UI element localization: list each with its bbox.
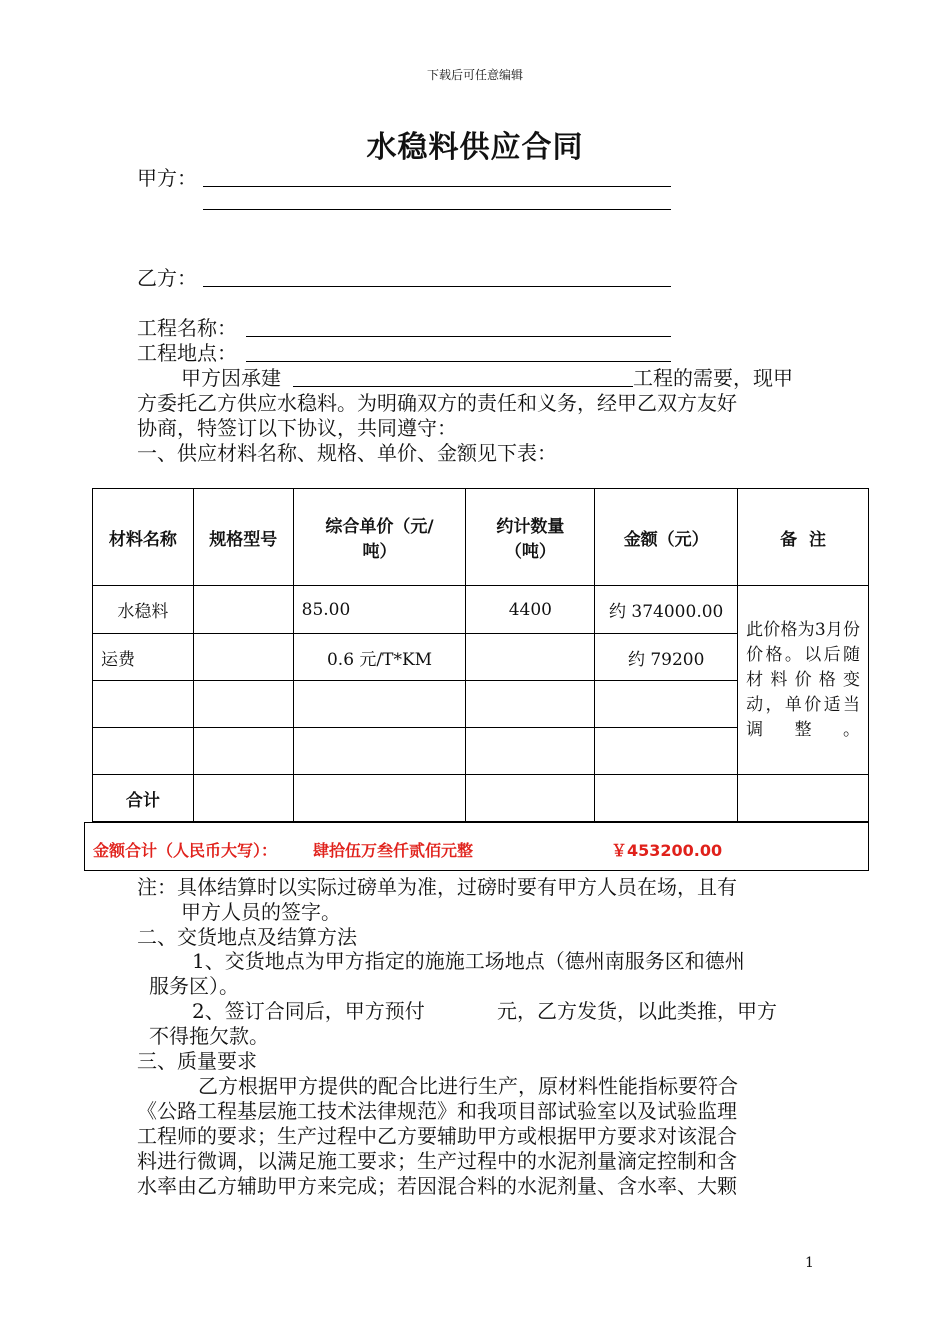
header-quantity-l1: 约计数量 (496, 517, 565, 537)
project-site-line[interactable] (246, 361, 671, 362)
intro-project-line[interactable] (293, 386, 633, 387)
header-unit-price-l2: 吨） (362, 542, 397, 562)
cell-spec (193, 681, 293, 728)
project-name-line[interactable] (246, 336, 671, 337)
contract-title: 水稳料供应合同 (366, 130, 584, 165)
intro-line-3: 协商，特签订以下协议，共同遵守： (137, 416, 457, 440)
cell-spec (193, 634, 293, 681)
note-line-1: 注：具体结算时以实际过磅单为准，过磅时要有甲方人员在场，且有 (137, 875, 737, 899)
cell-price: 0.6 元/T*KM (293, 634, 466, 681)
total-amount-label: 金额合计（人民币大写）： (93, 841, 278, 860)
cell-qty (466, 775, 595, 822)
header-unit-price-l1: 综合单价（元/ (325, 517, 434, 537)
cell-amount (595, 775, 738, 822)
header-material-name: 材料名称 (93, 489, 194, 586)
total-amount-words: 肆拾伍万叁仟贰佰元整 (313, 841, 474, 860)
party-b-line[interactable] (203, 286, 671, 287)
section-2-title: 二、交货地点及结算方法 (137, 925, 357, 949)
party-a-label: 甲方： (137, 166, 197, 190)
section-3-title: 三、质量要求 (137, 1049, 257, 1073)
table-header-row (93, 489, 869, 586)
cell-price (293, 775, 466, 822)
clause-2-2-suffix: 元，乙方发货，以此类推，甲方 (497, 999, 777, 1023)
note-line-2: 甲方人员的签字。 (181, 900, 341, 924)
page-number: 1 (805, 1255, 814, 1271)
header-unit-price (293, 489, 466, 586)
cell-amount (595, 681, 738, 728)
project-site-label: 工程地点： (137, 341, 237, 365)
cell-spec (193, 728, 293, 775)
cell-price (293, 681, 466, 728)
cell-spec (193, 586, 293, 634)
header-amount: 金额（元） (595, 489, 738, 586)
header-remark: 备 注 (738, 489, 869, 586)
intro-prefix: 甲方因承建 (181, 366, 281, 390)
cell-amount (595, 728, 738, 775)
cell-name (93, 681, 194, 728)
project-name-label: 工程名称： (137, 316, 237, 340)
quality-line-4: 料进行微调，以满足施工要求；生产过程中的水泥剂量滴定控制和含 (137, 1149, 737, 1173)
cell-amount: 约 374000.00 (595, 586, 738, 634)
cell-qty (466, 681, 595, 728)
party-b-label: 乙方： (137, 266, 197, 290)
cell-name: 水稳料 (93, 586, 194, 634)
material-table (92, 488, 869, 822)
cell-qty: 4400 (466, 586, 595, 634)
cell-name (93, 728, 194, 775)
header-note: 下载后可任意编辑 (426, 68, 523, 82)
total-amount-box (84, 822, 869, 871)
intro-suffix: 工程的需要，现甲 (633, 366, 793, 390)
cell-qty (466, 728, 595, 775)
clause-2-1-line-1: 1、交货地点为甲方指定的施施工场地点（德州南服务区和德州 (192, 949, 745, 973)
cell-spec (193, 775, 293, 822)
total-amount-figure: ￥453200.00 (611, 841, 723, 860)
clause-2-2-line-2: 不得拖欠款。 (149, 1024, 269, 1048)
quality-line-5: 水率由乙方辅助甲方来完成；若因混合料的水泥剂量、含水率、大颗 (137, 1174, 737, 1198)
total-label: 合计 (93, 775, 194, 822)
section-1-title: 一、供应材料名称、规格、单价、金额见下表： (137, 441, 557, 465)
quality-line-2: 《公路工程基层施工技术法律规范》和我项目部试验室以及试验监理 (137, 1099, 737, 1123)
quality-line-3: 工程师的要求；生产过程中乙方要辅助甲方或根据甲方要求对该混合 (137, 1124, 737, 1148)
clause-2-1-line-2: 服务区）。 (149, 974, 239, 998)
intro-line-2: 方委托乙方供应水稳料。为明确双方的责任和义务，经甲乙双方友好 (137, 391, 737, 415)
party-a-line-2[interactable] (203, 209, 671, 210)
cell-remark (738, 775, 869, 822)
cell-amount: 约 79200 (595, 634, 738, 681)
quality-line-1: 乙方根据甲方提供的配合比进行生产，原材料性能指标要符合 (198, 1074, 738, 1098)
cell-price (293, 728, 466, 775)
table-row (93, 586, 869, 634)
party-a-line-1[interactable] (203, 186, 671, 187)
remark-text: 此价格为3月份价格。以后随材料价格变动，单价适当调整。 (746, 619, 860, 740)
cell-name: 运费 (93, 634, 194, 681)
header-quantity (466, 489, 595, 586)
table-total-row (93, 775, 869, 822)
header-spec: 规格型号 (193, 489, 293, 586)
cell-remark (738, 586, 869, 775)
clause-2-2-prefix: 2、签订合同后，甲方预付 (192, 999, 425, 1023)
header-quantity-l2: （吨） (504, 542, 556, 562)
cell-qty (466, 634, 595, 681)
cell-price: 85.00 (293, 586, 466, 634)
